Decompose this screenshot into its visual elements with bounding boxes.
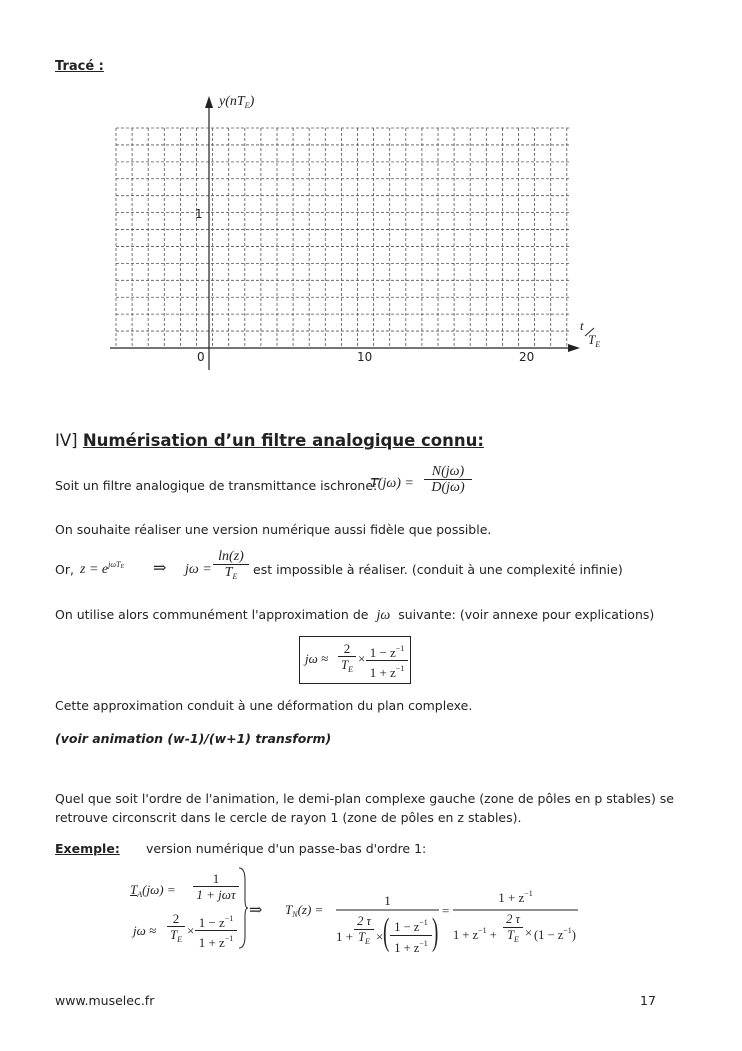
- jw-approx: jω ≈: [133, 923, 157, 938]
- para-halfplane-line1: Quel que soit l'ordre de l'animation, le demi-plan complexe gauche (zone de pôles en p stables) se: [55, 791, 675, 806]
- animation-link[interactable]: (voir animation (w-1)/(w+1) transform): [55, 731, 332, 746]
- para-transmittance: Soit un filtre analogique de transmittance ischrone:: [55, 478, 378, 493]
- implies-arrow-icon: ⇒: [153, 560, 167, 577]
- x-tick-10: 10: [357, 350, 373, 364]
- ta-fraction: 1 1 + jωτ: [193, 871, 239, 902]
- implies-arrow-icon-2: ⇒: [249, 902, 263, 919]
- ta-expr: $T_A(j\omega)$ =: [130, 882, 176, 899]
- section-heading: IV] Numérisation d’un filtre analogique connu:: [55, 431, 484, 450]
- rhs-numerator: $1 + z^{-1}$: [498, 889, 533, 905]
- x-tick-20: 20: [519, 350, 535, 364]
- para-impossible: est impossible à réaliser. (conduit à une complexité infinie): [253, 562, 623, 577]
- x-axis-label-t: t: [580, 318, 584, 333]
- rhs-denominator-a: $1 + z^{-1}$ +: [453, 926, 497, 942]
- approx-formula-box: jω ≈ $\frac{2}{T_E}$ × $\frac{1 - z^{-1}}{1 + z^{-1}}$: [299, 636, 411, 684]
- right-brace: [237, 866, 249, 950]
- x-tick-0: 0: [197, 350, 205, 364]
- transmittance-fraction: $\frac{N(j\omega)}{D(j\omega)}$: [424, 464, 472, 495]
- para-or-prefix: Or,: [55, 562, 74, 577]
- x-axis-label-te: $T_E$: [588, 332, 601, 349]
- y-axis-arrow-icon: [205, 96, 213, 108]
- para-approx: On utilise alors communément l'approximation de jω suivante: (voir annexe pour explications): [55, 607, 655, 623]
- example-text: version numérique d'un passe-bas d'ordre 1:: [146, 841, 427, 856]
- two-over-te: $\frac{2}{T_E}$: [167, 911, 185, 947]
- x-axis-arrow-icon: [568, 344, 580, 352]
- z-ratio-fraction: $\frac{1 - z^{-1}}{1 + z^{-1}}$: [195, 911, 237, 950]
- y-tick-1: 1: [195, 207, 203, 221]
- tn-expr: $T_N(z)$ =: [285, 902, 324, 919]
- footer-page-number: 17: [640, 993, 656, 1008]
- trace-heading: Tracé :: [55, 59, 104, 74]
- footer-site[interactable]: www.muselec.fr: [55, 993, 155, 1008]
- ln-fraction: $\frac{\ln(z)}{T_E}$: [213, 549, 249, 584]
- z-exponential: $z = e^{j\omega TE}$: [80, 560, 125, 577]
- para-deformation: Cette approximation conduit à une déformation du plan complexe.: [55, 698, 473, 713]
- example-label: Exemple:: [55, 841, 120, 856]
- para-numeric-version: On souhaite réaliser une version numérique aussi fidèle que possible.: [55, 522, 492, 537]
- trace-grid-chart: [110, 90, 610, 380]
- transmittance-lhs: T(jω) =: [370, 476, 414, 491]
- jw-expr: jω =: [185, 562, 212, 577]
- y-axis-label: $y(nT_E)$: [219, 94, 255, 110]
- para-halfplane-line2: retrouve circonscrit dans le cercle de rayon 1 (zone de pôles en z stables).: [55, 810, 522, 825]
